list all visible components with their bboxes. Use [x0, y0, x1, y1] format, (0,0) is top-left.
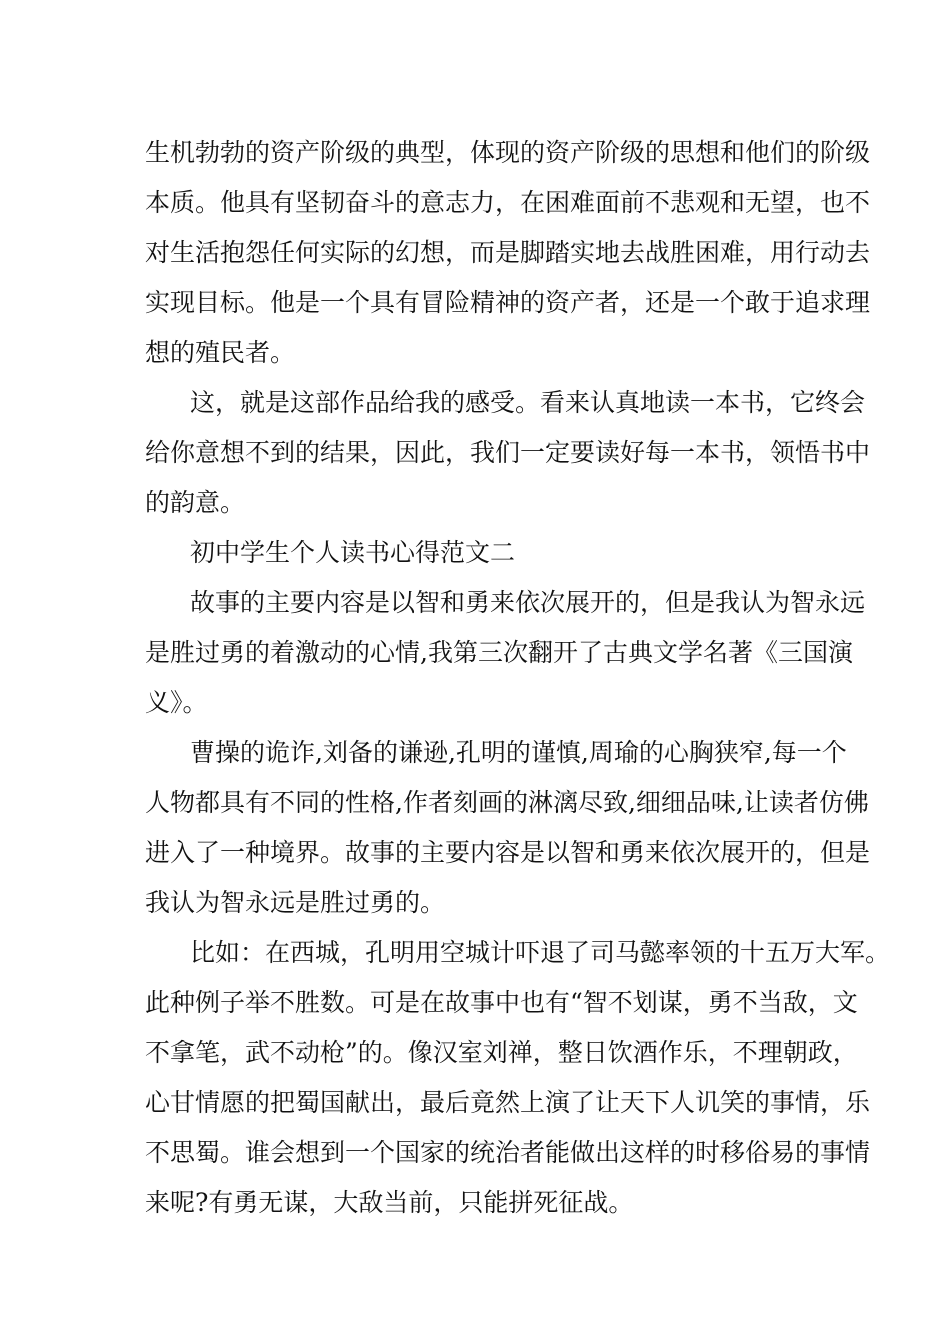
text-line: 实现目标。他是一个具有冒险精神的资产者，还是一个敢于追求理 — [145, 288, 871, 317]
text-line: 我认为智永远是胜过勇的。 — [145, 888, 446, 917]
text-line: 来呢?有勇无谋，大敌当前，只能拼死征战。 — [145, 1188, 634, 1217]
text-line: 生机勃勃的资产阶级的典型，体现的资产阶级的思想和他们的阶级 — [145, 138, 871, 167]
text-line: 不拿笔，武不动枪”的。像汉室刘禅，整日饮酒作乐，不理朝政， — [145, 1038, 858, 1067]
text-line: 这，就是这部作品给我的感受。看来认真地读一本书，它终会 — [190, 388, 866, 417]
text-line: 本质。他具有坚韧奋斗的意志力，在困难面前不悲观和无望，也不 — [145, 188, 871, 217]
text-line: 此种例子举不胜数。可是在故事中也有“智不划谋，勇不当敌，文 — [145, 988, 858, 1017]
text-line: 义》。 — [145, 688, 208, 717]
text-line: 故事的主要内容是以智和勇来依次展开的，但是我认为智永远 — [190, 588, 866, 617]
text-line: 想的殖民者。 — [145, 338, 296, 367]
text-line: 不思蜀。谁会想到一个国家的统治者能做出这样的时移俗易的事情 — [145, 1138, 871, 1167]
text-line: 对生活抱怨任何实际的幻想，而是脚踏实地去战胜困难，用行动去 — [145, 238, 871, 267]
text-line: 曹操的诡诈,刘备的谦逊,孔明的谨慎,周瑜的心胸狭窄,每一个 — [190, 738, 847, 767]
text-line: 进入了一种境界。故事的主要内容是以智和勇来依次展开的，但是 — [145, 838, 871, 867]
text-line: 的韵意。 — [145, 488, 246, 517]
text-line: 是胜过勇的着激动的心情,我第三次翻开了古典文学名著《三国演 — [145, 638, 853, 667]
text-line: 心甘情愿的把蜀国献出，最后竟然上演了让天下人讥笑的事情，乐 — [145, 1088, 871, 1117]
heading-line: 初中学生个人读书心得范文二 — [190, 538, 516, 567]
text-line: 给你意想不到的结果，因此，我们一定要读好每一本书，领悟书中 — [145, 438, 871, 467]
text-line: 人物都具有不同的性格,作者刻画的淋漓尽致,细细品味,让读者仿佛 — [145, 788, 869, 817]
text-line: 比如：在西城，孔明用空城计吓退了司马懿率领的十五万大军。 — [190, 938, 891, 967]
